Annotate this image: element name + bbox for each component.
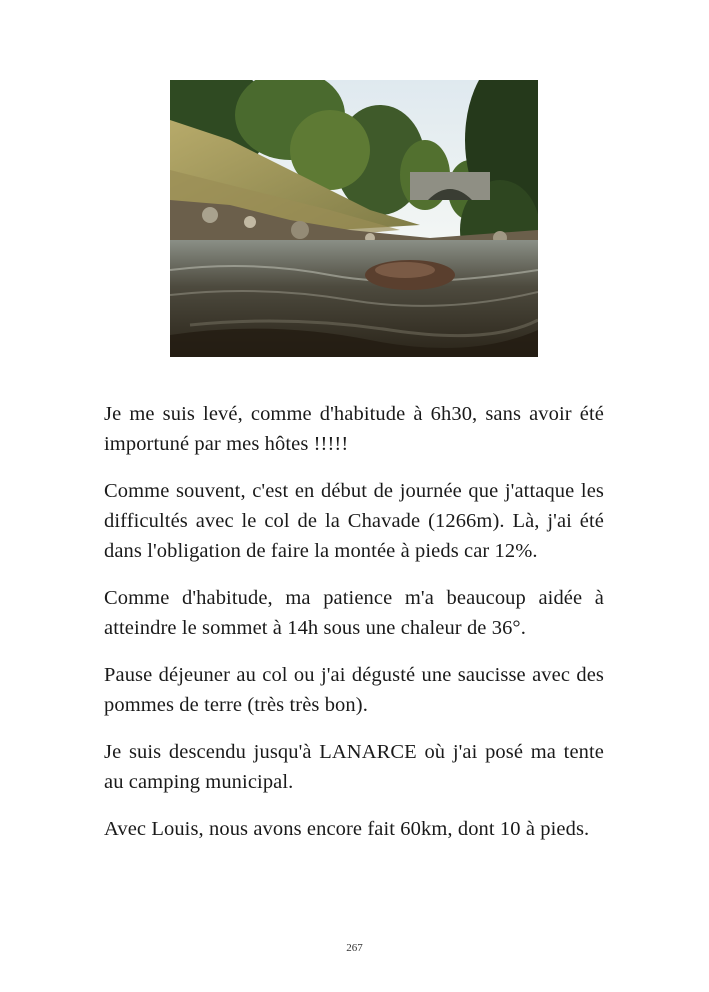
river-bridge-photo <box>170 80 538 357</box>
paragraph: Je me suis levé, comme d'habitude à 6h30, sans avoir été importuné par mes hôtes !!!!! <box>104 403 604 455</box>
paragraph: Comme d'habitude, ma patience m'a beaucoup aidée à atteindre le sommet à 14h sous une chaleur de 36°. <box>104 587 604 639</box>
paragraph: Avec Louis, nous avons encore fait 60km, dont 10 à pieds. <box>104 818 590 840</box>
body-text <box>104 399 604 861</box>
paragraph: Je suis descendu jusqu'à LANARCE où j'ai posé ma tente au camping municipal. <box>104 741 604 793</box>
paragraph: Comme souvent, c'est en début de journée que j'attaque les difficultés avec le col de la Chavade (1266m). Là, j'ai été dans l'obligation de faire la montée à pieds car 12%. <box>104 480 604 562</box>
page-number: 267 <box>346 942 363 954</box>
paragraph: Pause déjeuner au col ou j'ai dégusté une saucisse avec des pommes de terre (très très bon). <box>104 664 604 716</box>
